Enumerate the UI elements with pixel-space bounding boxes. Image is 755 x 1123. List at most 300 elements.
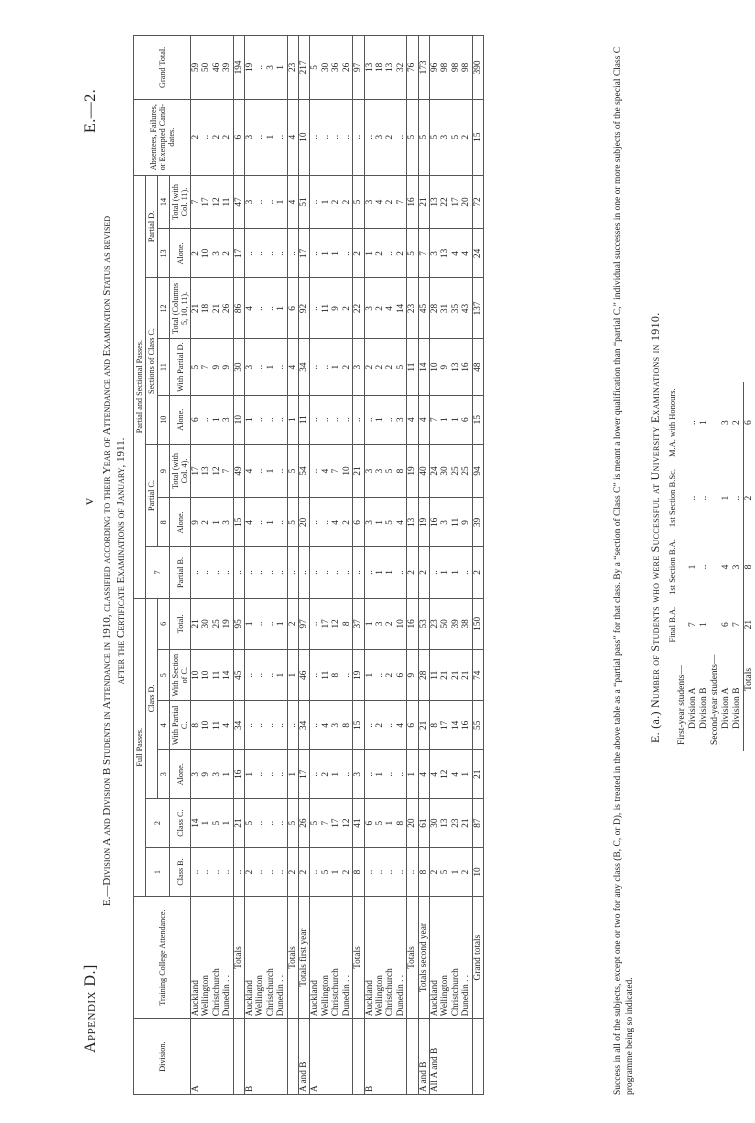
document-code: E.—2.	[82, 88, 99, 133]
cell: 28	[418, 650, 429, 701]
cell: 4	[222, 701, 233, 750]
cell: ..	[287, 701, 298, 750]
col-d-with-partial-c: With Partial C.	[170, 701, 191, 750]
cell: 34	[233, 701, 244, 750]
cell: ..	[342, 750, 353, 799]
sub-row	[699, 382, 710, 751]
sub-cell	[710, 463, 721, 533]
col-d-alone: Alone.	[170, 750, 191, 799]
cell: 1	[276, 650, 287, 701]
cell: 5	[418, 99, 429, 175]
cell: 10	[342, 444, 353, 498]
cell: ..	[321, 99, 331, 175]
cell: ..	[255, 395, 265, 444]
cell: ..	[396, 99, 407, 175]
cell: 3	[375, 99, 385, 175]
row-college: Dunedin . .	[342, 896, 353, 1018]
cell: ..	[276, 750, 287, 799]
cell: 20	[299, 498, 310, 547]
colnum-14: 14	[158, 175, 170, 229]
sub-cell: ..	[688, 420, 698, 426]
cell: 1	[461, 750, 472, 799]
cell: 10	[233, 395, 244, 444]
sub-cell	[677, 601, 688, 649]
cell: 2	[331, 175, 341, 229]
cell: ..	[287, 229, 298, 278]
cell: 1	[385, 547, 395, 598]
colnum-13: 13	[158, 229, 170, 278]
cell: 8	[396, 799, 407, 848]
cell: 5	[287, 498, 298, 547]
cell: ..	[266, 848, 276, 897]
row-division: A and B	[418, 1019, 429, 1095]
cell: ..	[331, 547, 341, 598]
sub-row-label: Division A	[688, 687, 698, 729]
cell: 17	[440, 701, 450, 750]
cell: 1	[222, 750, 233, 799]
page-number: v	[82, 497, 97, 505]
sub-cell: 1	[699, 420, 709, 426]
cell: 3	[364, 278, 375, 339]
cell: 55	[472, 701, 483, 750]
cell: 19	[222, 598, 233, 649]
cell: 3	[364, 498, 375, 547]
cell: 15	[353, 701, 364, 750]
sub-cell: ..	[732, 495, 742, 501]
row-division	[396, 1019, 407, 1095]
cell: ..	[276, 848, 287, 897]
cell: 31	[440, 278, 450, 339]
cell: 3	[429, 229, 440, 278]
cell: 39	[472, 498, 483, 547]
cell: ..	[385, 395, 395, 444]
cell: 32	[396, 36, 407, 100]
col-sc-with-pd: With Partial D.	[170, 339, 191, 395]
sub-cell	[710, 382, 721, 463]
cell: 1	[451, 848, 461, 897]
colnum-4: 4	[158, 701, 170, 750]
sub-row	[677, 382, 688, 751]
sub-table-title	[648, 313, 663, 744]
cell: 1	[375, 547, 385, 598]
cell: 4	[396, 701, 407, 750]
cell: 10	[299, 99, 310, 175]
sub-cell: ..	[699, 564, 709, 570]
cell: 8	[396, 444, 407, 498]
col-division: Division.	[134, 1019, 191, 1095]
cell: 9	[331, 278, 341, 339]
cell: 19	[418, 498, 429, 547]
cell: ..	[310, 444, 321, 498]
cell: 14	[396, 278, 407, 339]
cell: 1	[287, 650, 298, 701]
totals-row	[287, 36, 298, 1095]
row-college: Totals first year	[299, 896, 310, 1018]
cell: 92	[299, 278, 310, 339]
sub-cell: 2	[732, 420, 742, 426]
cell: 1	[440, 547, 450, 598]
cell: 97	[353, 36, 364, 100]
cell: 10	[191, 650, 202, 701]
cell: 2	[407, 547, 418, 598]
cell: ..	[310, 339, 321, 395]
cell: 26	[299, 799, 310, 848]
cell: 2	[342, 175, 353, 229]
cell: 30	[440, 444, 450, 498]
cell: 13	[440, 229, 450, 278]
cell: 13	[364, 36, 375, 100]
cell: ..	[364, 395, 375, 444]
cell: 39	[222, 36, 233, 100]
cell: 1	[266, 99, 276, 175]
colnum-5: 5	[158, 650, 170, 701]
cell: ..	[321, 498, 331, 547]
row-college: Dunedin . .	[461, 896, 472, 1018]
row-college: Wellington	[255, 896, 265, 1018]
cell: 51	[299, 175, 310, 229]
cell: 2	[385, 99, 395, 175]
cell: 1	[407, 750, 418, 799]
totals-row	[407, 36, 418, 1095]
row-college: Totals	[233, 896, 244, 1018]
cell: 54	[299, 444, 310, 498]
cell: 2	[364, 339, 375, 395]
cell: ..	[276, 799, 287, 848]
cell: ..	[255, 650, 265, 701]
cell: 3	[245, 99, 256, 175]
cell: 5	[245, 799, 256, 848]
cell: 24	[472, 229, 483, 278]
table-row	[276, 36, 287, 1095]
cell: 4	[245, 498, 256, 547]
cell: 11	[212, 650, 222, 701]
cell: 1	[331, 339, 341, 395]
cell: ..	[310, 395, 321, 444]
sub-row-label: Division B	[732, 687, 742, 729]
cell: 1	[321, 175, 331, 229]
cell: 2	[385, 175, 395, 229]
row-division	[266, 1019, 276, 1095]
cell: 1	[440, 395, 450, 444]
cell: 3	[212, 750, 222, 799]
cell: 98	[451, 36, 461, 100]
cell: 1	[375, 498, 385, 547]
cell: 7	[201, 339, 211, 395]
cell: ..	[321, 395, 331, 444]
col-grand-total: Grand Total.	[134, 36, 191, 100]
footnote	[612, 15, 636, 1095]
cell: 7	[222, 444, 233, 498]
cell: 1	[331, 750, 341, 799]
cell: ..	[429, 547, 440, 598]
cell: 5	[287, 799, 298, 848]
cell: 1	[375, 750, 385, 799]
cell: 30	[201, 598, 211, 649]
cell: ..	[266, 547, 276, 598]
cell: ..	[255, 701, 265, 750]
sub-col-1st-bsc: 1st Section B.Sc.	[667, 469, 677, 528]
cell: 5	[407, 229, 418, 278]
cell: 17	[451, 175, 461, 229]
row-division	[342, 1019, 353, 1095]
cell: 13	[429, 175, 440, 229]
footnote-text: Success in all of the subjects, except one or two for any class (B, C, or D), is treated in the above table as a “partial pass” for that class. By a “section of Class C” is meant a lower qualification than “partial C,” individual successes in one or more subjects of the special Class C programme being so indicated.	[613, 46, 635, 1095]
col-partial-b: Partial B.	[170, 547, 191, 598]
cell: 20	[461, 175, 472, 229]
sub-cell	[710, 601, 721, 649]
row-college: Auckland	[191, 896, 202, 1018]
cell: 46	[299, 650, 310, 701]
sub-row-label: Division B	[699, 687, 709, 729]
cell: ..	[201, 395, 211, 444]
cell: 6	[461, 395, 472, 444]
cell: 10	[201, 229, 211, 278]
table-body	[191, 36, 484, 1095]
cell: ..	[201, 99, 211, 175]
row-college: Wellington	[201, 896, 211, 1018]
cell: 4	[451, 229, 461, 278]
cell: 1	[451, 547, 461, 598]
cell: ..	[353, 395, 364, 444]
sub-cell	[677, 533, 688, 601]
cell: 4	[321, 444, 331, 498]
cell: 5	[451, 99, 461, 175]
cell: 1	[364, 650, 375, 701]
cell: 5	[191, 339, 202, 395]
colnum-2: 2	[146, 799, 170, 848]
cell: 46	[212, 36, 222, 100]
cell: ..	[233, 848, 244, 897]
cell: ..	[396, 848, 407, 897]
cell: ..	[266, 278, 276, 339]
row-college: Christchurch	[451, 896, 461, 1018]
cell: 17	[191, 444, 202, 498]
cell: 3	[375, 598, 385, 649]
cell: 21	[418, 175, 429, 229]
cell: 23	[287, 36, 298, 100]
cell: ..	[245, 650, 256, 701]
row-division	[212, 1019, 222, 1095]
cell: ..	[201, 547, 211, 598]
sub-cell: 6	[721, 622, 731, 628]
cell: 43	[461, 278, 472, 339]
row-division: B	[245, 1019, 256, 1095]
cell: ..	[276, 395, 287, 444]
cell: 13	[451, 339, 461, 395]
row-college: Totals	[287, 896, 298, 1018]
table-row	[440, 36, 450, 1095]
row-division	[353, 1019, 364, 1095]
cell: 2	[353, 229, 364, 278]
cell: 2	[342, 498, 353, 547]
cell: 1	[212, 395, 222, 444]
row-college: Auckland	[364, 896, 375, 1018]
sub-cell: 21	[744, 601, 755, 649]
sub-col-1st-ba: 1st Section B.A.	[667, 539, 677, 595]
cell: 49	[233, 444, 244, 498]
cell: ..	[364, 547, 375, 598]
cell: 5	[385, 444, 395, 498]
cell: 6	[191, 395, 202, 444]
row-division	[222, 1019, 233, 1095]
cell: 194	[233, 36, 244, 100]
cell: ..	[222, 848, 233, 897]
cell: 4	[245, 444, 256, 498]
cell: 10	[396, 598, 407, 649]
cell: 16	[461, 701, 472, 750]
cell: 28	[429, 278, 440, 339]
cell: ..	[255, 848, 265, 897]
cell: 36	[331, 36, 341, 100]
cell: ..	[255, 229, 265, 278]
cell: 15	[472, 99, 483, 175]
sub-row	[744, 382, 755, 751]
cell: 10	[429, 339, 440, 395]
row-division	[255, 1019, 265, 1095]
cell: ..	[385, 848, 395, 897]
cell: 1	[201, 799, 211, 848]
cell: ..	[191, 547, 202, 598]
cell: 1	[287, 395, 298, 444]
cell: 38	[461, 598, 472, 649]
cell: ..	[396, 547, 407, 598]
cell: ..	[364, 701, 375, 750]
cell: 5	[429, 99, 440, 175]
cell: 6	[233, 99, 244, 175]
table-row	[342, 36, 353, 1095]
cell: ..	[255, 498, 265, 547]
cell: 22	[353, 278, 364, 339]
cell: 4	[287, 99, 298, 175]
col-class-b: Class B.	[170, 848, 191, 897]
cell: ..	[255, 799, 265, 848]
cell: ..	[364, 99, 375, 175]
cell: 6	[364, 799, 375, 848]
table-row	[212, 36, 222, 1095]
cell: 30	[321, 36, 331, 100]
cell: 1	[375, 395, 385, 444]
cell: 9	[461, 498, 472, 547]
row-division: B	[364, 1019, 375, 1095]
cell: 74	[472, 650, 483, 701]
sub-table-body	[677, 382, 755, 751]
table-row	[461, 36, 472, 1095]
totals-row	[233, 36, 244, 1095]
cell: 87	[472, 799, 483, 848]
cell: 2	[342, 848, 353, 897]
cell: 2	[201, 498, 211, 547]
cell: 45	[418, 278, 429, 339]
title-line-1: E.—Division A and Division B Students in Attendance in 1910, classified according to their Year of Attendance and Examination Status as revised	[101, 215, 113, 907]
sub-row	[688, 382, 699, 751]
cell: ..	[342, 99, 353, 175]
table-row	[201, 36, 211, 1095]
cell: 2	[418, 547, 429, 598]
cell: 1	[287, 750, 298, 799]
cell: ..	[353, 99, 364, 175]
cell: 22	[440, 175, 450, 229]
cell: 30	[233, 339, 244, 395]
cell: 2	[342, 339, 353, 395]
cell: ..	[310, 547, 321, 598]
cell: 11	[321, 650, 331, 701]
sub-cell: 3	[732, 564, 742, 570]
sub-cell: 2	[744, 463, 755, 533]
cell: ..	[310, 99, 321, 175]
row-division	[472, 1019, 483, 1095]
cell: ..	[375, 848, 385, 897]
cell: 6	[287, 278, 298, 339]
cell: 1	[331, 848, 341, 897]
cell: 2	[222, 229, 233, 278]
cell: 2	[191, 229, 202, 278]
sub-header-blank	[668, 649, 677, 752]
cell: 11	[212, 701, 222, 750]
cell: 2	[429, 848, 440, 897]
cell: ..	[353, 547, 364, 598]
cell: 1	[276, 278, 287, 339]
cell: 24	[429, 444, 440, 498]
cell: 8	[331, 650, 341, 701]
cell: 3	[396, 395, 407, 444]
cell: 48	[472, 339, 483, 395]
col-d-with-section-c: With Section of C.	[170, 650, 191, 701]
sub-cell	[677, 463, 688, 533]
row-division	[233, 1019, 244, 1095]
cell: ..	[310, 278, 321, 339]
cell: 7	[191, 175, 202, 229]
cell: ..	[385, 701, 395, 750]
table-row	[245, 36, 256, 1095]
cell: ..	[255, 278, 265, 339]
cell: 1	[321, 229, 331, 278]
row-college: Auckland	[245, 896, 256, 1018]
row-division	[321, 1019, 331, 1095]
cell: ..	[266, 750, 276, 799]
cell: ..	[212, 848, 222, 897]
cell: 9	[222, 339, 233, 395]
cell: 98	[440, 36, 450, 100]
cell: 4	[287, 339, 298, 395]
cell: 17	[201, 175, 211, 229]
cell: 3	[353, 339, 364, 395]
cell: ..	[321, 339, 331, 395]
table-row	[255, 36, 265, 1095]
cell: 3	[222, 498, 233, 547]
cell: 2	[375, 701, 385, 750]
sub-title-prefix: E. (a.)	[648, 711, 662, 743]
cell: 1	[245, 395, 256, 444]
cell: 2	[191, 99, 202, 175]
cell: 3	[440, 99, 450, 175]
cell: ..	[375, 650, 385, 701]
cell: 3	[331, 701, 341, 750]
col-full-passes: Full Passes.	[134, 598, 146, 896]
row-college: Christchurch	[212, 896, 222, 1018]
col-sc-total: Total (Columns 5, 10, 11).	[170, 278, 191, 339]
cell: ..	[255, 598, 265, 649]
cell: ..	[276, 498, 287, 547]
cell: 11	[429, 650, 440, 701]
sub-row-label: Totals	[744, 649, 755, 752]
cell: 3	[245, 339, 256, 395]
sub-row	[732, 382, 744, 751]
cell: ..	[364, 848, 375, 897]
cell: 23	[451, 799, 461, 848]
cell: 173	[418, 36, 429, 100]
table-title	[100, 11, 128, 1111]
colnum-11: 11	[158, 339, 170, 395]
